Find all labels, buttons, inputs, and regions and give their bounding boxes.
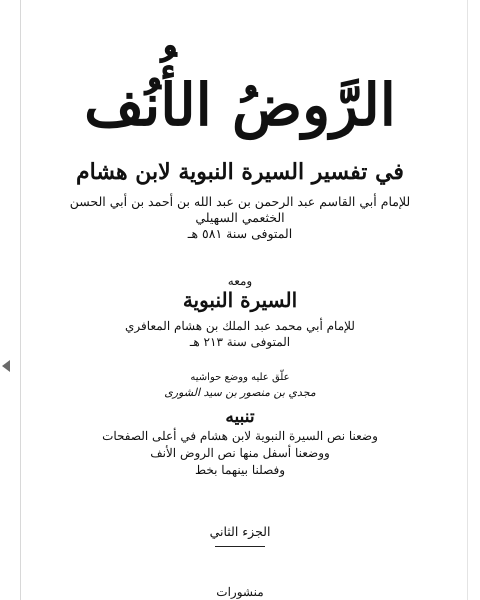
second-author-line: للإمام أبي محمد عبد الملك بن هشام المعافري — [125, 319, 355, 333]
notice-block — [60, 428, 420, 479]
editor-name: مجدي بن منصور بن سيد الشورى — [164, 386, 316, 399]
page-left-edge — [20, 0, 21, 600]
author-block — [40, 194, 440, 242]
second-author-death-year: المتوفى سنة ٢١٣ هـ — [189, 335, 291, 349]
publisher-label: منشورات — [216, 585, 264, 599]
previous-page-arrow-icon[interactable] — [2, 360, 10, 372]
notice-line: وفصلنا بينهما بخط — [195, 463, 285, 477]
with-label: ومعه — [227, 274, 253, 288]
volume-label: الجزء الثاني — [209, 524, 271, 539]
author-death-year: المتوفى سنة ٥٨١ هـ — [187, 226, 293, 241]
author-line: الخثعمي السهيلي — [195, 210, 285, 225]
book-title: الرَّوضُ الأُنُف — [84, 71, 396, 139]
author-line: للإمام أبي القاسم عبد الرحمن بن عبد الله بن أحمد بن أبي الحسن — [69, 194, 411, 209]
editor-block — [80, 370, 400, 400]
notice-line: ووضعنا أسفل منها نص الروض الأنف — [150, 446, 330, 460]
page-right-edge — [467, 0, 468, 600]
book-subtitle: في تفسير السيرة النبوية لابن هشام — [76, 159, 404, 185]
divider-line — [215, 546, 265, 547]
editor-label: علّق عليه ووضع حواشيه — [190, 372, 290, 383]
second-author-block — [50, 318, 430, 350]
title-page — [30, 0, 450, 600]
second-title: السيرة النبوية — [182, 288, 298, 312]
notice-heading: تنبيه — [225, 407, 255, 427]
notice-line: وضعنا نص السيرة النبوية لابن هشام في أعلى الصفحات — [102, 429, 378, 443]
